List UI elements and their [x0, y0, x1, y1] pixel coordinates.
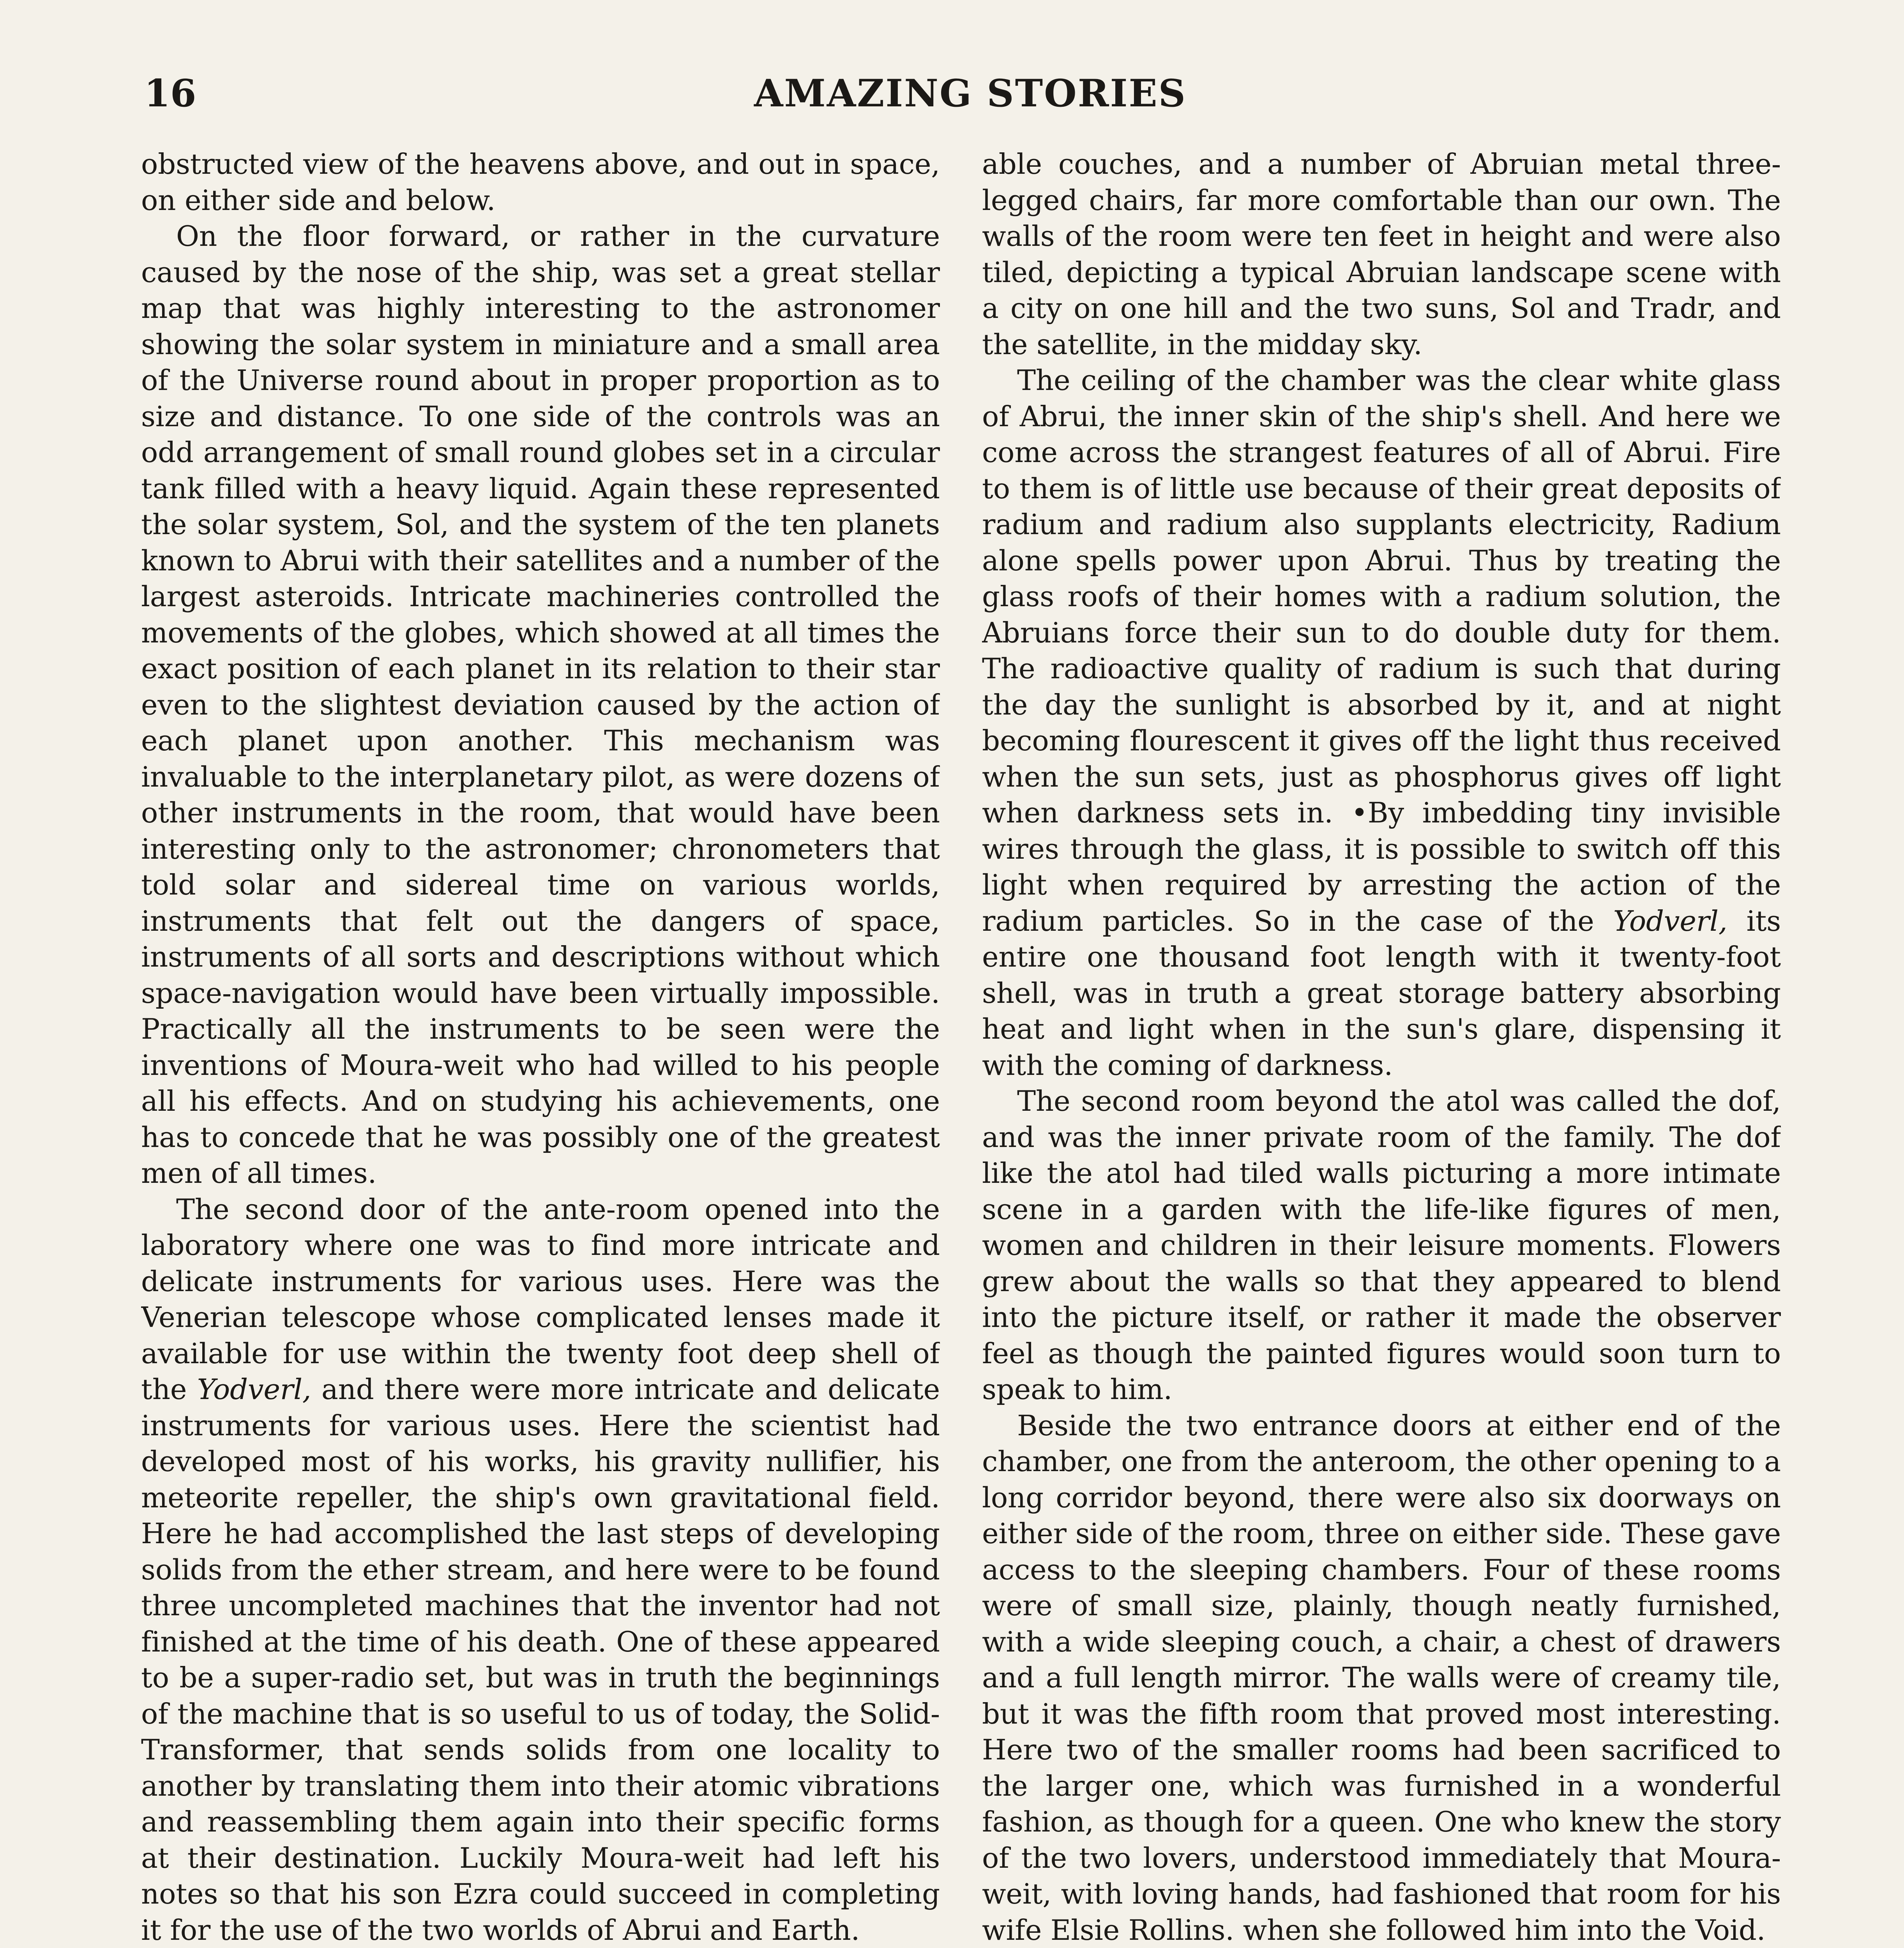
paragraph — [141, 1191, 940, 1948]
page-number: 16 — [144, 71, 196, 115]
right-column — [982, 146, 1781, 1948]
page-header — [144, 70, 1796, 121]
paragraph-text: and there were more intricate and delicate instruments for various uses. Here the scientist had developed most of his works, his gravity nullifier, his meteorite repeller, the ship's own gravitational field. Here he had accomplished the last steps of developing solids from the ether stream, and here were to be found three uncompleted machines that the inventor had not finished at the time of his death. One of these appeared to be a super-radio set, but was in truth the beginnings of the machine that is so useful to us of today, the Solid-Transformer, that sends solids from one locality to another by translating them into their atomic vibrations and reassembling them again into their specific forms at their destination. Luckily Moura-weit had left his notes so that his son Ezra could succeed in completing it for the use of the two worlds of Abrui and Earth. — [141, 1373, 940, 1946]
paragraph: obstructed view of the heavens above, and out in space, on either side and below. — [141, 148, 940, 217]
paragraph: On the floor forward, or rather in the curvature caused by the nose of the ship, was set a great stellar map that was highly interesting to the astronomer showing the solar system in miniature and a small area of the Universe round about in proper proportion as to size and distance. To one side of the controls was an odd arrangement of small round globes set in a circular tank filled with a heavy liquid. Again these represented the solar system, Sol, and the system of the ten planets known to Abrui with their satellites and a number of the largest asteroids. Intricate machineries controlled the movements of the globes, which showed at all times the exact position of each planet in its relation to their star even to the slightest deviation caused by the action of each planet upon another. This mechanism was invaluable to the interplanetary pilot, as were dozens of other instruments in the room, that would have been interesting only to the astronomer; chronometers that told solar and sidereal time on various worlds, instruments that felt out the dangers of space, instruments of all sorts and descriptions without which space-navigation would have been virtually impossible. Practically all the instruments to be seen were the inventions of Moura-weit who had willed to his people all his effects. And on studying his achievements, one has to concede that he was possibly one of the greatest men of all times. — [141, 220, 940, 1189]
ship-name: Yodverl, — [1613, 904, 1727, 937]
paragraph-text: The ceiling of the chamber was the clear white glass of Abrui, the inner skin of the ship's shell. And here we come across the strangest features of all of Abrui. Fire to them is of little use because of their great deposits of radium and radium also supplants electricity, Radium alone spells power upon Abrui. Thus by treating the glass roofs of their homes with a radium solution, the Abruians force their sun to do double duty for them. The radioactive quality of radium is such that during the day the sunlight is absorbed by it, and at night becoming flourescent it gives off the light thus received when the sun sets, just as phosphorus gives off light when darkness sets in. •By imbedding tiny invisible wires through the glass, it is possible to switch off this light when required by arresting the action of the radium particles. So in the case of the — [982, 364, 1781, 937]
paragraph-text: its entire one thousand foot length with it twenty-foot shell, was in truth a great storage battery absorbing heat and light when in the sun's glare, dispensing it with the coming of darkness. — [982, 904, 1781, 1082]
paragraph: The second room beyond the atol was called the dof, and was the inner private room of the family. The dof like the atol had tiled walls picturing a more intimate scene in a garden with the life-like figures of men, women and children in their leisure moments. Flowers grew about the walls so that they appeared to blend into the picture itself, or rather it made the observer feel as though the painted figures would soon turn to speak to him. — [982, 1085, 1781, 1406]
ship-name: Yodverl, — [197, 1373, 311, 1406]
paragraph — [982, 362, 1781, 1083]
paragraph: Beside the two entrance doors at either end of the chamber, one from the anteroom, the other opening to a long corridor beyond, there were also six doorways on either side of the room, three on either side. These gave access to the sleeping chambers. Four of these rooms were of small size, plainly, though neatly furnished, with a wide sleeping couch, a chair, a chest of drawers and a full length mirror. The walls were of creamy tile, but it was the fifth room that proved most interesting. Here two of the smaller rooms had been sacrificed to the larger one, which was furnished in a wonderful fashion, as though for a queen. One who knew the story of the two lovers, understood immediately that Moura-weit, with loving hands, had fashioned that room for his wife Elsie Rollins. when she followed him into the Void. — [982, 1409, 1781, 1946]
left-column — [141, 146, 940, 1948]
running-head: AMAZING STORIES — [754, 71, 1187, 115]
paragraph-text: The second door of the ante-room opened into the laboratory where one was to find more intricate and delicate instruments for various uses. Here was the Venerian telescope whose complicated lenses made it available for use within the twenty foot deep shell of the — [141, 1193, 940, 1406]
paragraph: able couches, and a number of Abruian metal three-legged chairs, far more comfortable than our own. The walls of the room were ten feet in height and were also tiled, depicting a typical Abruian landscape scene with a city on one hill and the two suns, Sol and Tradr, and the satellite, in the midday sky. — [982, 148, 1781, 361]
